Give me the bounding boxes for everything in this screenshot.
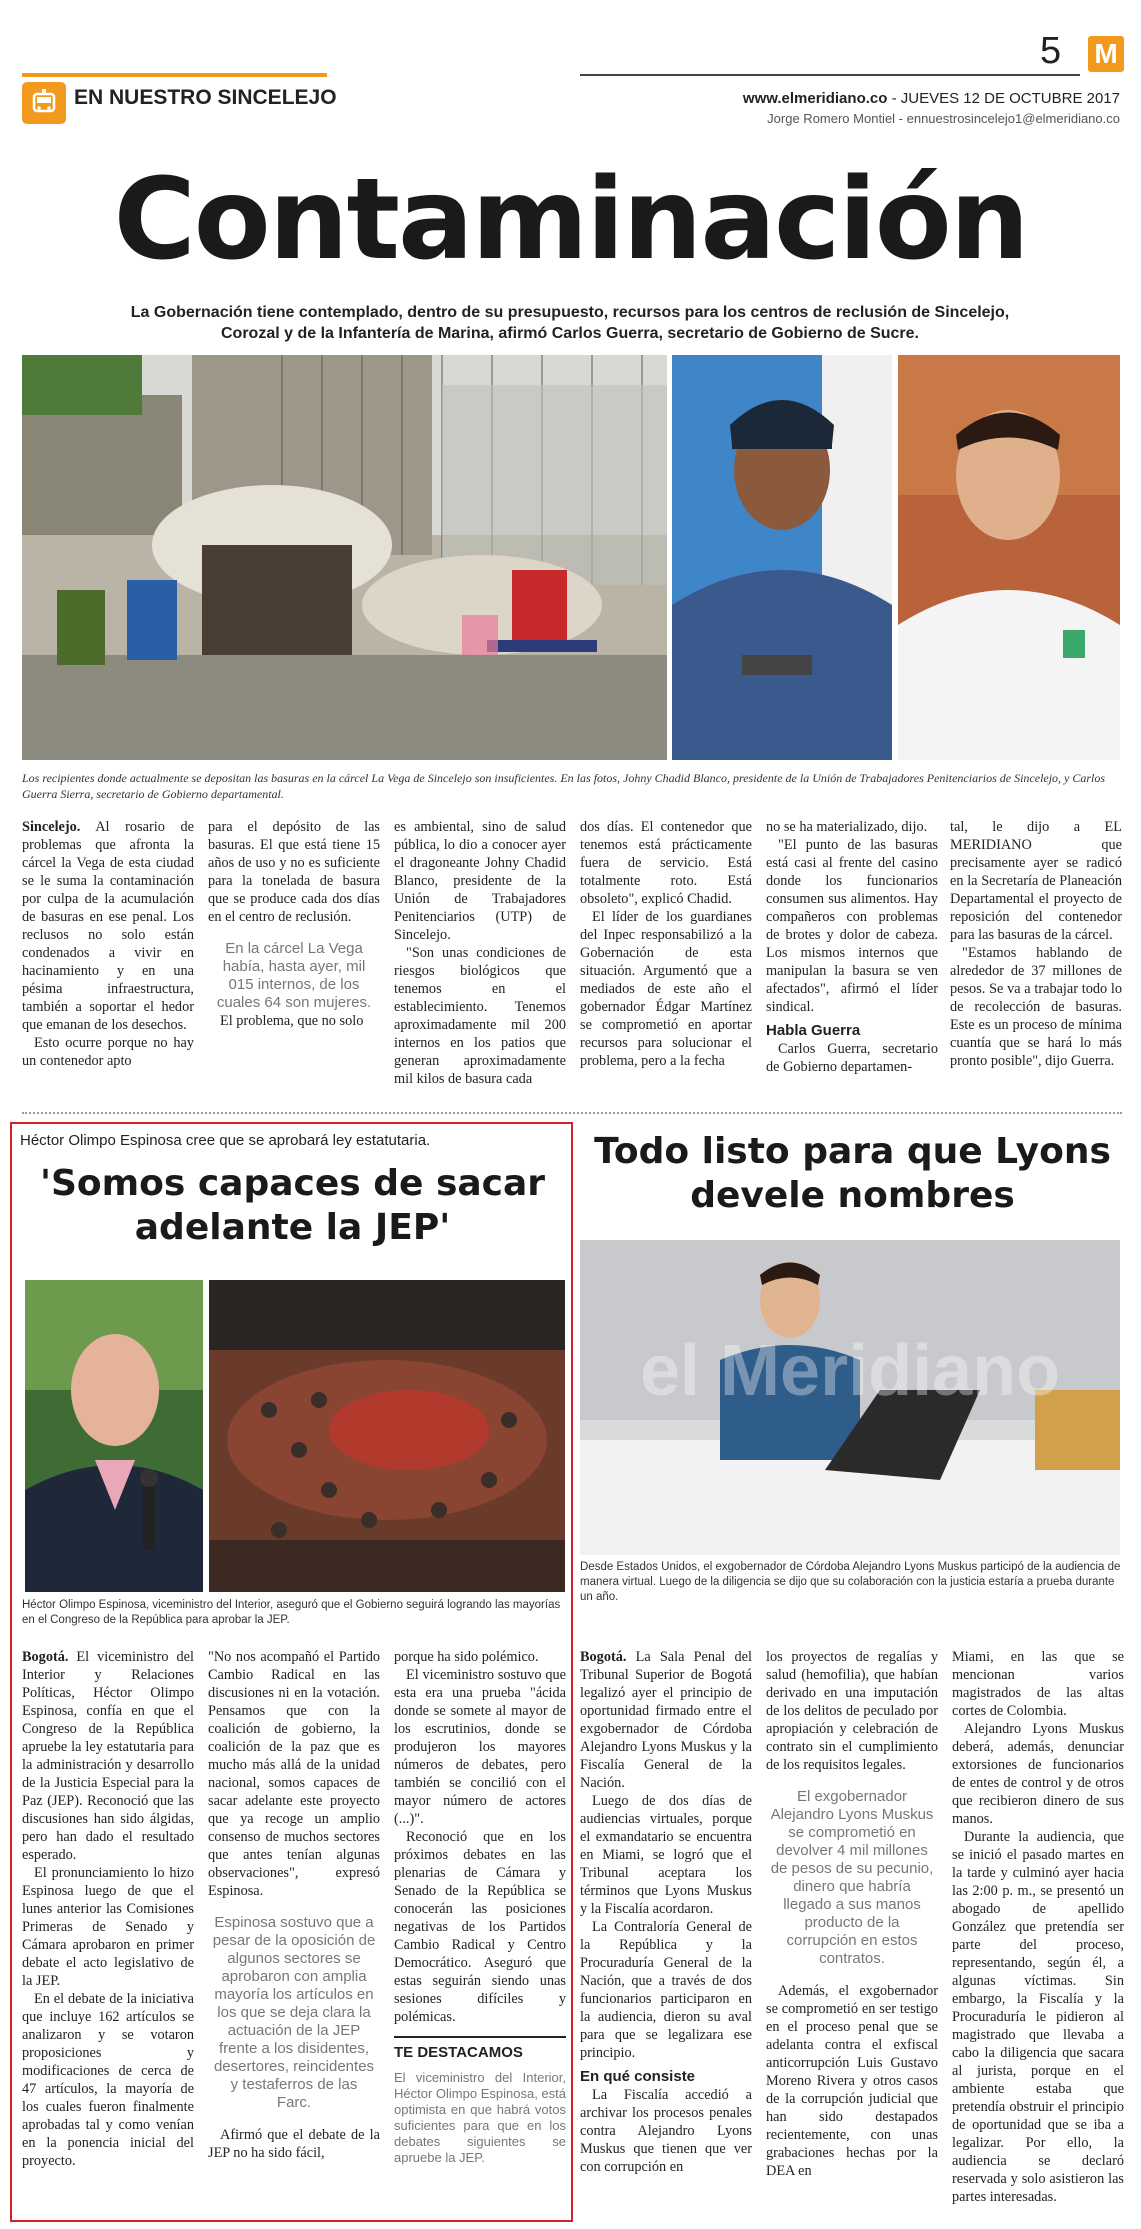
main-deck: La Gobernación tiene contemplado, dentro de su presupuesto, recursos para los centros de reclusión de Sincelejo, Corozal y de la Infantería de Marina, afirmó Carlos Guerra, secretario de Gobierno de Sucre. — [130, 304, 1010, 342]
jep-photo-caption: Héctor Olimpo Espinosa, viceministro del Interior, aseguró que el Gobierno seguirá logrando las mayorías en el Congreso de la República para aprobar la JEP. — [22, 1599, 561, 1626]
main-headline: Contaminación — [113, 155, 1028, 285]
jep-paragraph: En el debate de la iniciativa que incluye 162 artículos se analizaron y se votaron proposiciones y modificaciones de cerca de 47 artículos, la mayoría de los cuales fueron finalmente aprobadas tal y como venían en la ponencia inicial del proyecto. — [22, 1991, 194, 2169]
main-dateline: Sincelejo. — [22, 819, 81, 835]
lyons-col-1 — [580, 1648, 752, 2176]
main-paragraph: para el depósito de las basuras. El que está tiene 15 años de uso y no es suficiente para la tonelada de basura que se produce cada dos días en el centro de reclusión. — [208, 819, 380, 925]
page-number: 5 — [1040, 30, 1062, 72]
lyons-paragraph: Luego de dos días de audiencias virtuales, porque el exmandatario se encuentra en Miami, se logró que el Tribunal aceptara los términos que Lyons Muskus y la Fiscalía acordaron. — [580, 1793, 752, 1917]
page-header — [0, 0, 1141, 150]
jep-paragraph: "No nos acompañó el Partido Cambio Radical en las discusiones ni en la votación. Pensamos que con la coalición de gobierno, la coalición de la paz que es mucho más allá de la unidad nacional, somos capaces de sacar adelante este proyecto que ya recoge un amplio consenso de muchos sectores que antes tenían algunas observaciones", expresó Espinosa. — [208, 1649, 380, 1899]
lyons-subhead: En qué consiste — [580, 2068, 696, 2085]
lyons-pull-quote: El exgobernador Alejandro Lyons Muskus se comprometió en devolver 4 mil millones de pesos de su pecunio, dinero que habría llegado a sus manos producto de la corrupción en estos contratos. — [770, 1788, 934, 1967]
lyons-col-2 — [766, 1648, 938, 2180]
section-label: EN NUESTRO SINCELEJO — [74, 86, 337, 109]
jep-title: 'Somos capaces de sacar adelante la JEP' — [39, 1163, 546, 1248]
lyons-title: Todo listo para que Lyons devele nombres — [594, 1131, 1111, 1216]
main-paragraph: El líder de los guardianes del Inpec responsabilizó a la Gobernación de esta situación. Argumentó que a mediados de este año el gobernador Édgar Martínez se comprometió en aportar recursos para solucionar el problema, pero a la fecha — [580, 909, 752, 1069]
main-paragraph: "El punto de las basuras está casi al frente del casino donde los funcionarios consumen sus alimentos. Hay compañeros con problemas de brotes y dolor de cabeza. Los mismos internos que manipulan la basura se ven afectados", afirmó el líder sindical. — [766, 837, 938, 1015]
issue-date: - JUEVES 12 DE OCTUBRE 2017 — [887, 90, 1120, 107]
main-story-body — [22, 818, 1122, 1108]
espinosa-portrait — [25, 1280, 203, 1592]
te-destacamos-text: El viceministro del Interior, Héctor Olimpo Espinosa, está optimista en que habrá votos suficientes para que en los debates siguientes se apruebe la JEP. — [394, 2070, 566, 2165]
main-photo-caption: Los recipientes donde actualmente se depositan las basuras en la cárcel La Vega de Sincelejo son insuficientes. En las fotos, Johny Chadid Blanco, presidente de la Unión de Trabajadores Penitenciarios de Sincelejo, y Carlos Guerra Sierra, secretario de Gobierno departamental. — [22, 771, 1106, 801]
lyons-paragraph: Miami, en las que se mencionan varios magistrados de las altas cortes de Colombia. — [952, 1649, 1124, 1719]
author-line: Jorge Romero Montiel - ennuestrosincelejo1@elmeridiano.co — [767, 111, 1120, 126]
main-paragraph: tal, le dijo a EL MERIDIANO que precisamente ayer se radicó en la Secretaría de Planeación Departamental el proyecto de reposición del contenedor para las basuras de la cárcel. — [950, 819, 1122, 943]
jep-kicker: Héctor Olimpo Espinosa cree que se aprobará ley estatutaria. — [20, 1132, 431, 1149]
jep-col-1 — [22, 1648, 194, 2170]
jep-paragraph: El pronunciamiento lo hizo Espinosa luego de que el lunes anterior las Comisiones Primeras de Senado y Cámara aprobaron en primer debate el acto legislativo de la JEP. — [22, 1865, 194, 1989]
main-pull-quote: En la cárcel La Vega había, hasta ayer, mil 015 internos, de los cuales 64 son mujeres. — [216, 940, 372, 1011]
lyons-dateline: Bogotá. — [580, 1649, 627, 1665]
lyons-paragraph: los proyectos de regalías y salud (hemofilia), que habían derivado en una imputación de los delitos de peculado por apropiación y celebración de contrato sin el cumplimiento de los requisitos legales. — [766, 1649, 938, 1773]
lyons-paragraph: La Fiscalía accedió a archivar los procesos penales contra Alejandro Lyons Muskus que tienen que ver con corrupción en — [580, 2087, 752, 2175]
main-paragraph: "Son unas condiciones de riesgos biológicos que tenemos en el establecimiento. Tenemos aproximadamente mil 200 internos en los patios que generan aproximadamente mil kilos de basura cada — [394, 945, 566, 1087]
header-rule — [580, 74, 1080, 76]
chadid-portrait — [672, 355, 892, 760]
jep-col-2 — [208, 1648, 380, 2162]
lyons-paragraph: La Sala Penal del Tribunal Superior de Bogotá legalizó ayer el principio de oportunidad firmado entre el exgobernador de Córdoba Alejandro Lyons Muskus y la Fiscalía General de la Nación. — [580, 1649, 752, 1791]
meridiano-watermark: el Meridiano — [640, 1331, 1061, 1411]
main-col-4 — [580, 818, 752, 1070]
main-col-6 — [950, 818, 1122, 1070]
main-paragraph: Carlos Guerra, secretario de Gobierno departamen- — [766, 1041, 938, 1075]
section-rule — [22, 73, 327, 77]
main-paragraph: Esto ocurre porque no hay un contenedor apto — [22, 1035, 194, 1069]
main-paragraph: dos días. El contenedor que tenemos está prácticamente fuera de servicio. Está totalmente roto. Está obsoleto", explicó Chadid. — [580, 819, 752, 907]
site-url[interactable]: www.elmeridiano.co — [742, 90, 888, 107]
jep-pull-quote: Espinosa sostuvo que a pesar de la oposición de algunos sectores se aprobaron con amplia mayoría los artículos en los que se deja clara la actuación de la JEP frente a los disidentes, desertores, reincidentes y testaferros de las Farc. — [212, 1914, 376, 2111]
section-divider — [22, 1112, 1122, 1114]
main-col-3 — [394, 818, 566, 1088]
jep-paragraph: El viceministro sostuvo que esta era una prueba "ácida donde se somete al mayor de los escrutinios, donde se produjeron los mayores números de debates, pero también se concilió con el mayor número de actores (...)". — [394, 1667, 566, 1827]
guerra-portrait — [898, 355, 1120, 760]
main-col-2 — [208, 818, 380, 1030]
congress-photo — [209, 1280, 565, 1592]
lyons-paragraph: Alejandro Lyons Muskus deberá, además, denunciar extorsiones de funcionarios de entes de control y de otros que recibieron dinero de sus manos. — [952, 1721, 1124, 1827]
main-paragraph: es ambiental, sino de salud pública, lo dio a conocer ayer el dragoneante Johny Chadid Blanco, presidente de la Unión de Trabajadores Penitenciarios (UTP) de Sincelejo. — [394, 819, 566, 943]
lyons-story-body — [580, 1648, 1125, 2218]
jep-col-3 — [394, 1648, 566, 2166]
jep-story-body — [22, 1648, 567, 2218]
lyons-paragraph: Durante la audiencia, que se inició el pasado martes en la tarde y culminó ayer hacia las 2:00 p. m., se presentó un abogado de apellido González que pretendía ser parte del proceso, representando, según él, a algunas víctimas. Sin embargo, la Fiscalía y la Procuraduría le pidieron al magistrado que llevaba a cabo la diligencia que sacara al jurista, porque en el ambiente estaba que pretendía obstruir el principio de oportunidad que se iba a legalizar. Por ello, la audiencia se declaró reservada y solo asistieron las partes interesadas. — [952, 1829, 1124, 2205]
main-subhead: Habla Guerra — [766, 1022, 861, 1039]
site-date-line — [700, 90, 1120, 107]
main-paragraph: "Estamos hablando de alrededor de 37 millones de pesos. Se va a trabajar todo lo de recolección de basuras. Este es un proceso de mínima cuantía que se hará lo más pronto posible", dijo Guerra. — [950, 945, 1122, 1069]
lyons-paragraph: La Contraloría General de la República y la Procuraduría General de la Nación, que a través de dos funcionarios participaron en la audiencia, dieron su aval para que se legalizara ese principio. — [580, 1919, 752, 2061]
lyons-photo-caption: Desde Estados Unidos, el exgobernador de Córdoba Alejandro Lyons Muskus participó de la audiencia de manera virtual. Luego de la diligencia se dijo que su colaboración con la justicia estaría a prueba durante un año. — [580, 1561, 1121, 1603]
main-paragraph: El problema, que no solo — [220, 1013, 364, 1029]
main-col-1 — [22, 818, 194, 1070]
te-destacamos-label: TE DESTACAMOS — [394, 2036, 566, 2062]
jep-paragraph: Afirmó que el debate de la JEP no ha sido fácil, — [208, 2127, 380, 2161]
lyons-photo — [580, 1240, 1120, 1555]
meridiano-logo: M — [1088, 36, 1124, 72]
main-col-5 — [766, 818, 938, 1076]
garbage-photo — [22, 355, 667, 760]
jep-paragraph: Reconoció que en los próximos debates en las plenarias de Cámara y Senado de la República se conocerán las posiciones negativas de los Partidos Cambio Radical y Centro Democrático. Aseguró que estas seguirán siendo unas sesiones difíciles y polémicas. — [394, 1829, 566, 2025]
jep-paragraph: porque ha sido polémico. — [394, 1649, 539, 1665]
jep-dateline: Bogotá. — [22, 1649, 69, 1665]
bus-icon — [22, 82, 66, 124]
main-paragraph: no se ha materializado, dijo. — [766, 819, 928, 835]
main-paragraph: Al rosario de problemas que afronta la cárcel la Vega de esta ciudad se le suma la contaminación por culpa de la acumulación de basuras en ese penal. Los reclusos no solo están condenados a vivir en hacinamiento y en una pésima infraestructura, también a soportar el hedor que emanan de los desechos. — [22, 819, 194, 1033]
lyons-paragraph: Además, el exgobernador se comprometió en ser testigo en el proceso penal que se adelanta contra el exfiscal anticorrupción Luis Gustavo Moreno Rivera y otros casos de la corrupción judicial que han sido destapados recientemente, con unas grabaciones hechas por la DEA en — [766, 1983, 938, 2179]
jep-paragraph: El viceministro del Interior y Relaciones Políticas, Héctor Olimpo Espinosa, confía en que el Congreso de la República apruebe la ley estatutaria para la administración y desarrollo de la Justicia Especial para la Paz (JEP). Reconoció que las discusiones han sido álgidas, pero han dado el resultado esperado. — [22, 1649, 194, 1863]
lyons-col-3 — [952, 1648, 1124, 2206]
